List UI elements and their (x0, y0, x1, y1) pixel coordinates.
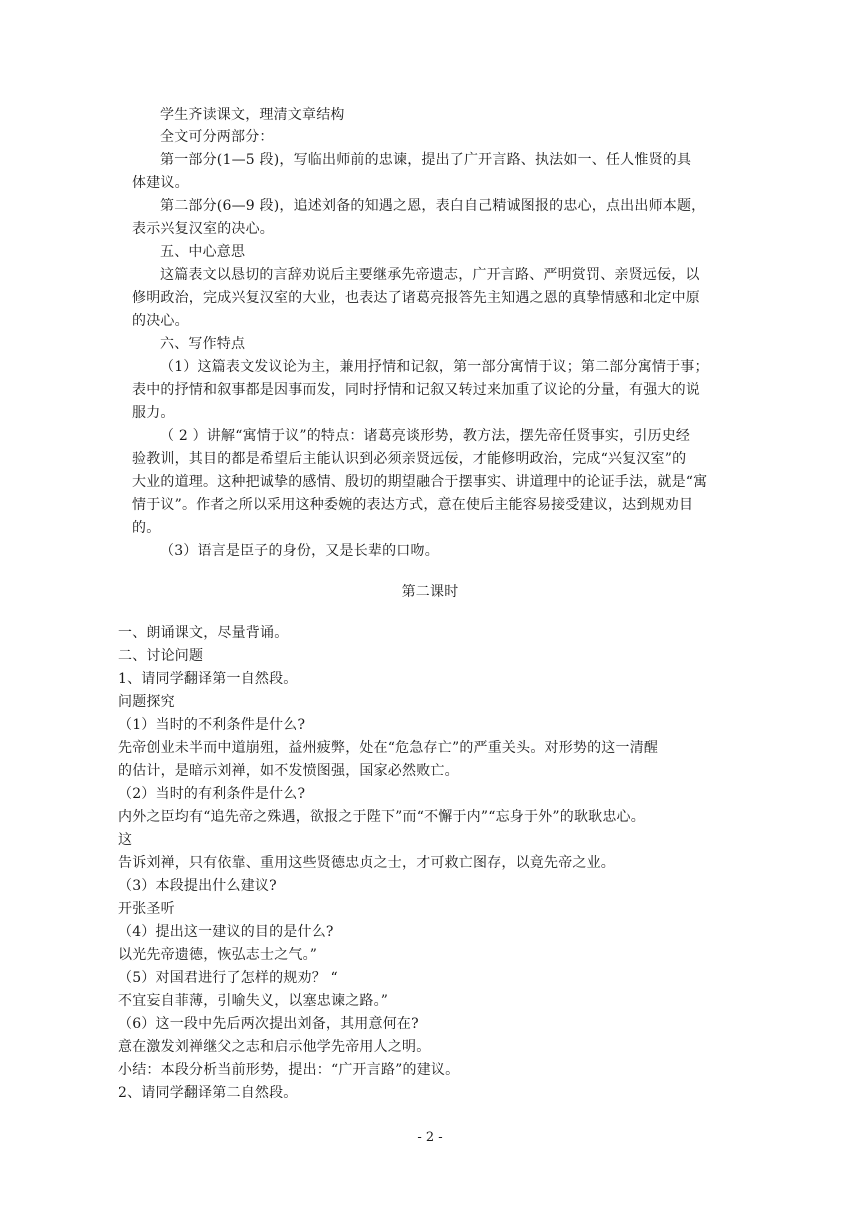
text-line: 开张圣听 (118, 901, 175, 917)
text-line: 学生齐读课文，理清文章结构 (160, 107, 345, 123)
text-line: 修明政治，完成兴复汉室的大业，也表达了诸葛亮报答先主知遇之恩的真挚情感和北定中原 (132, 290, 700, 306)
text-line: 第二部分(6—9 段)，追述刘备的知遇之恩，表白自己精诚图报的忠心，点出出师本题， (160, 198, 706, 214)
text-line: 的估计，是暗示刘禅，如不发愤图强，国家必然败亡。 (118, 763, 459, 779)
text-line: 一、朗诵课文，尽量背诵。 (118, 625, 289, 641)
section-heading: 六、写作特点 (160, 336, 246, 352)
text-line: （1）这篇表文发议论为主，兼用抒情和记叙，第一部分寓情于议；第二部分寓情于事； (160, 359, 709, 375)
text-line: 不宜妄自菲薄，引喻失义，以塞忠谏之路。” (118, 993, 389, 1009)
text-line: （3）本段提出什么建议? (118, 878, 277, 894)
text-line: （2）当时的有利条件是什么? (118, 786, 306, 802)
text-line: 问题探究 (118, 694, 175, 710)
text-line: 第一部分(1—5 段)，写临出师前的忠谏，提出了广开言路、执法如一、任人惟贤的具 (160, 152, 692, 168)
text-line: 意在激发刘禅继父之志和启示他学先帝用人之明。 (118, 1039, 431, 1055)
text-line: 内外之臣均有“追先帝之殊遇，欲报之于陛下”而“不懈于内”“忘身于外”的耿耿忠心。 (118, 809, 645, 825)
text-line: （4）提出这一建议的目的是什么? (118, 924, 334, 940)
text-line: 表中的抒情和叙事都是因事而发，同时抒情和记叙又转过来加重了议论的分量，有强大的说 (132, 382, 700, 398)
text-line: 这篇表文以恳切的言辞劝说后主要继承先帝遗志，广开言路、严明赏罚、亲贤远佞，以 (160, 267, 700, 283)
text-line: 2、请同学翻译第二自然段。 (118, 1085, 298, 1101)
text-line: 体建议。 (132, 175, 189, 191)
text-line: （3）语言是臣子的身份，又是长辈的口吻。 (160, 543, 439, 559)
text-line: （5）对国君进行了怎样的规劝？ “ (118, 970, 338, 986)
text-line: 告诉刘禅，只有依靠、重用这些贤德忠贞之士，才可救亡图存，以竟先帝之业。 (118, 855, 615, 871)
text-line: 大业的道理。这种把诚挚的感情、殷切的期望融合于摆事实、讲道理中的论证手法，就是“寓 (132, 474, 708, 490)
text-line: 服力。 (132, 405, 175, 421)
text-line: （ 2 ）讲解“寓情于议”的特点：诸葛亮谈形势，教方法，摆先帝任贤事实，引历史经 (160, 428, 691, 444)
text-line: 情于议”。作者之所以采用这种委婉的表达方式，意在使后主能容易接受建议，达到规劝目 (132, 497, 694, 513)
text-line: 1、请同学翻译第一自然段。 (118, 671, 298, 687)
text-line: （1）当时的不利条件是什么? (118, 717, 306, 733)
text-line: 验教训，其目的都是希望后主能认识到必须亲贤远佞，才能修明政治，完成“兴复汉室”的 (132, 451, 687, 467)
text-line: 先帝创业未半而中道崩殂，益州疲弊，处在“危急存亡”的严重关头。对形势的这一清醒 (118, 740, 659, 756)
page-number: - 2 - (417, 1130, 443, 1145)
text-line: 以光先帝遗德，恢弘志士之气。” (118, 947, 318, 963)
text-line: 的决心。 (132, 313, 189, 329)
section-heading: 五、中心意思 (160, 244, 246, 260)
section-title: 第二课时 (401, 584, 459, 600)
text-line: 二、讨论问题 (118, 648, 204, 664)
text-line: 全文可分两部分： (160, 129, 274, 145)
text-line: 小结：本段分析当前形势，提出：“广开言路”的建议。 (118, 1062, 460, 1078)
text-line: 这 (118, 832, 133, 848)
text-line: （6）这一段中先后两次提出刘备，其用意何在? (118, 1016, 419, 1032)
text-line: 的。 (132, 520, 161, 536)
text-line: 表示兴复汉室的决心。 (132, 221, 274, 237)
